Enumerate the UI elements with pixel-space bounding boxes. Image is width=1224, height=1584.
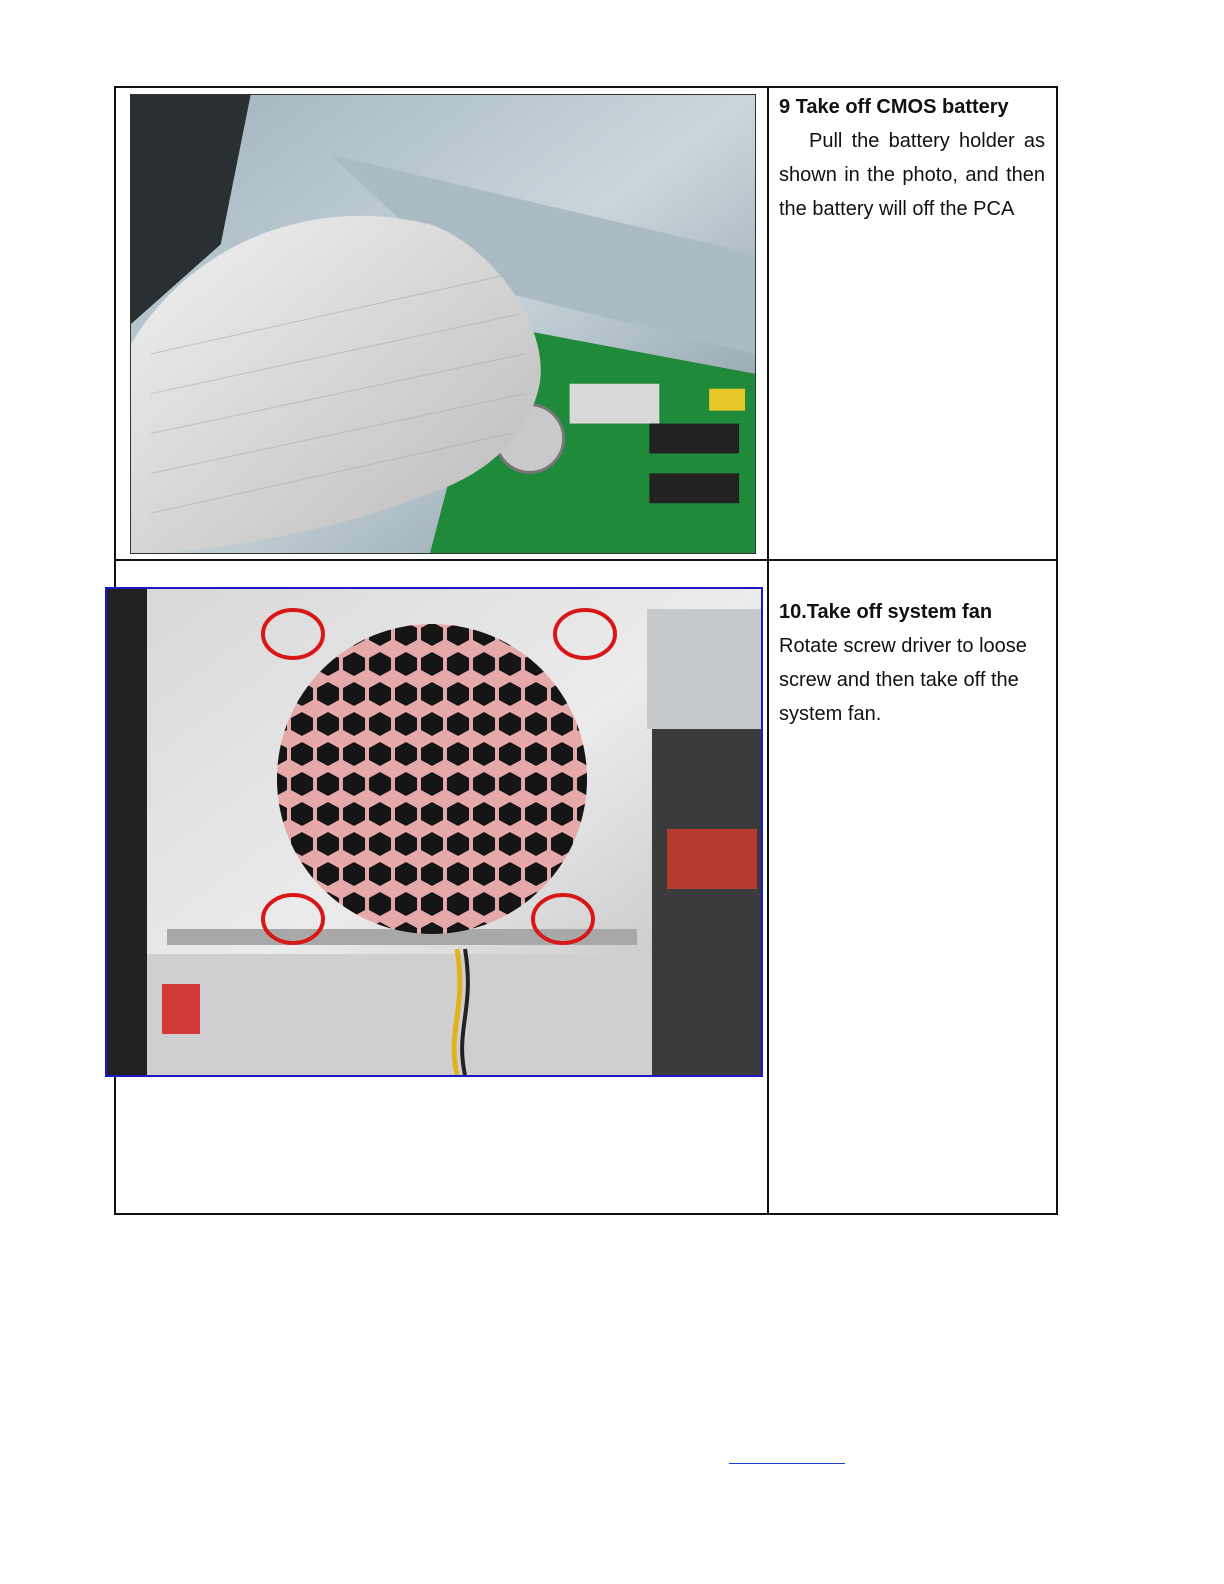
system-fan-photo [105,587,763,1077]
link-underline [729,1463,845,1464]
step-10-body: Rotate screw driver to loose screw and then take off the system fan. [779,635,1027,725]
row-divider [116,559,1056,561]
step-10-description [779,595,1045,731]
step-9-body: Pull the battery holder as shown in the photo, and then the battery will off the PCA [779,130,1045,220]
column-divider [767,88,769,1213]
step-9-description [779,90,1045,226]
cmos-battery-photo [130,94,756,554]
step-10-title: 10.Take off system fan [779,601,993,623]
step-9-title: 9 Take off CMOS battery [779,96,1009,118]
